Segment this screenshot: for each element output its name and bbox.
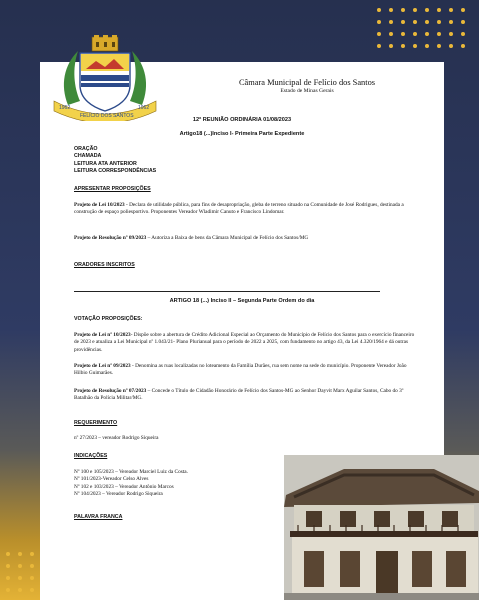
indicacoes-heading: INDICAÇÕES (74, 453, 108, 459)
divider-line (74, 291, 380, 292)
indicacao-item: Nº 101/2023-Vereador Celso Alves (74, 476, 149, 483)
votacao-item (74, 363, 418, 378)
item-text: - Dispõe sobre a abertura de Crédito Adicional Especial ao Orçamento do Município de Felício dos Santos para o exercício financeiro de 2023 e atualiza a Lei Municipal nº 1.043/21- Plano Plurianual para o período de 2022 a 2025, com fundamento no artigo 43, da Lei 4.320/1964 e dá outras providências. (74, 332, 415, 353)
item-text: – Concede o Título de Cidadão Honorário de Felício dos Santos-MG ao Senhor Dayvit Marx Aguilar Santos, Cabo do 3º Batalhão da Polícia Militar/MG. (74, 388, 404, 402)
indicacao-item: Nº 102 e 103/2023 – Vereador Antônio Marcos (74, 483, 174, 490)
building-photo (284, 455, 479, 600)
votacao-heading: VOTAÇÃO PROPOSIÇÕES: (74, 316, 143, 322)
indicacao-item: Nº 104/2023 – Vereador Rodrigo Siqueira (74, 491, 163, 498)
crest-ribbon-text: FELÍCIO DOS SANTOS (80, 113, 134, 119)
part2-heading: ARTIGO 18 (...) Inciso II – Segunda Parte Ordem do dia (169, 298, 315, 304)
requerimento-heading: REQUERIMENTO (74, 420, 118, 426)
votacao-item (74, 332, 418, 354)
agenda-item: CHAMADA (74, 153, 102, 160)
item-label: Projeto de Resolução nº 07/2023 (74, 388, 147, 394)
item-text: - Declara de utilidade pública, para fins de desapropriação, gleba de terreno situado na Comunidade de José Rodrigues, destinada a construção de espaço poliesportivo. Proponentes Vereador Wladimir Canuto e Francisco Lindomar. (74, 202, 404, 216)
agenda-item: LEITURA CORRESPONDÊNCIAS (74, 168, 157, 175)
votacao-item (74, 388, 418, 403)
dots-top-right (377, 8, 477, 58)
oradores-heading: ORADORES INSCRITOS (74, 262, 135, 268)
agenda-item: ORAÇÃO (74, 146, 98, 152)
palavra-franca-heading: PALAVRA FRANCA (74, 514, 123, 520)
apresentar-item (74, 235, 418, 242)
crest-year-right: 1962 (138, 105, 150, 111)
item-label: Projeto de Lei 10/2023 (74, 202, 125, 208)
agenda-list (74, 146, 418, 176)
item-label: Projeto de Resolução nº 09/2023 (74, 235, 147, 241)
apresentar-heading: APRESENTAR PROPOSIÇÕES (74, 186, 151, 192)
crest-year-left: 1962 (59, 105, 71, 111)
item-text: – Autoriza a Baixa de bens da Câmara Municipal de Felício dos Santos/MG (146, 235, 309, 241)
indicacao-item: Nº 100 e 105/2023 – Vereador Marciel Luiz da Costa. (74, 469, 188, 475)
item-label: Projeto de Lei nº 09/2023 (74, 363, 131, 369)
part1-heading: Artigo18 (...)Inciso I- Primeira Parte Expediente (179, 131, 305, 137)
item-label: Projeto de Lei nº 10/2023 (74, 332, 131, 338)
agenda-item: LEITURA ATA ANTERIOR (74, 160, 137, 167)
institution-state: Estado de Minas Gerais (280, 88, 334, 94)
apresentar-item (74, 202, 418, 217)
institution-title: Câmara Municipal de Felício dos Santos (238, 78, 376, 87)
requerimento-item: nº 27/2023 – vereador Rodrigo Siqueira (74, 435, 159, 441)
item-text: - Denomina as ruas localizadas no loteamento da Família Durães, rua sem nome na sede do município. Proponente Vereador João Hilbio Guimarães. (74, 363, 407, 377)
meeting-title: 12ª REUNIÃO ORDINÁRIA 01/08/2023 (192, 117, 292, 123)
coat-of-arms-icon (50, 35, 160, 121)
